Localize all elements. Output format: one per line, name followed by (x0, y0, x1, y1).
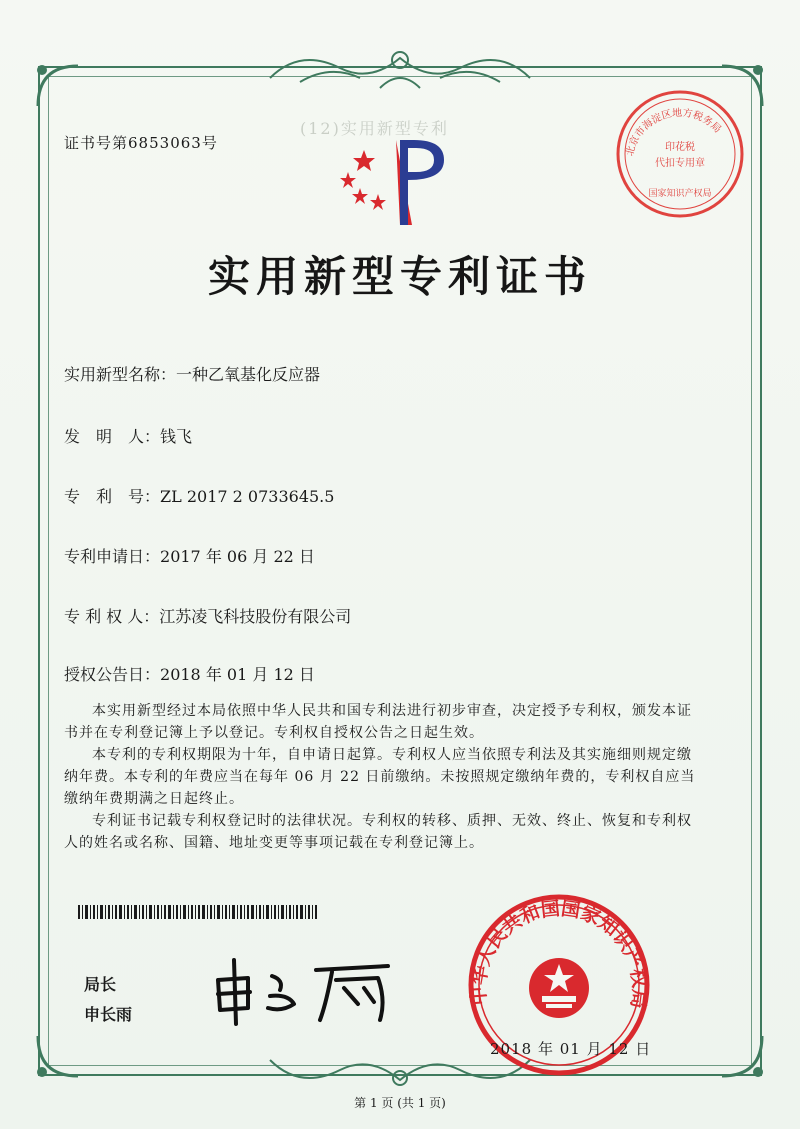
field-inventor (64, 424, 192, 447)
certificate-number (64, 132, 218, 153)
field-patentee (64, 604, 351, 627)
certificate-number-value: 6853063 (128, 134, 202, 152)
tax-seal-line2: 代扣专用章 (655, 158, 705, 169)
field-value: 钱飞 (160, 427, 193, 446)
field-value: ZL 2017 2 0733645.5 (160, 487, 335, 506)
tax-seal-icon (610, 84, 750, 224)
page-number: 第 1 页 (共 1 页) (354, 1096, 446, 1110)
top-ornament-icon (260, 38, 540, 98)
certificate-body (64, 700, 704, 854)
field-grant-date (64, 662, 315, 685)
corner-ornament-icon (28, 56, 88, 116)
field-label: 实用新型名称： (64, 365, 177, 384)
field-label: 专 利 权 人： (64, 607, 160, 626)
field-value: 江苏凌飞科技股份有限公司 (159, 607, 352, 626)
field-patent-number (64, 484, 334, 507)
field-value: 2017 年 06 月 22 日 (160, 547, 315, 566)
tax-seal-ring-text: 北京市海淀区地方税务局 (624, 107, 723, 158)
corner-ornament-icon (712, 1026, 772, 1086)
tax-seal-line1: 印花税 (665, 142, 695, 153)
field-application-date (64, 544, 315, 567)
certificate-title: 实用新型专利证书 (207, 252, 592, 301)
field-label: 发 明 人： (64, 427, 161, 446)
field-value: 2018 年 01 月 12 日 (160, 665, 315, 684)
certificate-number-label: 证书号第 (64, 134, 129, 152)
certificate-number-suffix: 号 (201, 134, 218, 152)
patent-office-logo-icon (334, 130, 464, 230)
director-title: 局长 (84, 975, 117, 994)
director-signature-icon (208, 950, 398, 1030)
seal-date: 2018 年 01 月 12 日 (490, 1040, 652, 1058)
field-label: 专利申请日： (64, 547, 161, 566)
barcode-icon (78, 905, 318, 919)
faint-header: (12)实用新型专利 (300, 119, 449, 138)
seal-ring-text: 中华人民共和国国家知识产权局 (467, 897, 651, 1010)
corner-ornament-icon (28, 1026, 88, 1086)
field-label: 授权公告日： (64, 665, 161, 684)
director-name: 申长雨 (84, 1005, 133, 1024)
tax-seal-line3: 国家知识产权局 (648, 189, 712, 199)
field-label: 专 利 号： (64, 487, 161, 506)
field-value: 一种乙氧基化反应器 (176, 365, 321, 384)
body-paragraph: 本实用新型经过本局依照中华人民共和国专利法进行初步审查，决定授予专利权，颁发本证书并在专利登记簿上予以登记。专利权自授权公告之日起生效。 (64, 703, 692, 741)
field-utility-model-name (64, 362, 320, 385)
body-paragraph: 专利证书记载专利权登记时的法律状况。专利权的转移、质押、无效、终止、恢复和专利权人的姓名或名称、国籍、地址变更等事项记载在专利登记簿上。 (64, 813, 692, 851)
body-paragraph: 本专利的专利权期限为十年，自申请日起算。专利权人应当依照专利法及其实施细则规定缴纳年费。本专利的年费应当在每年 06 月 22 日前缴纳。未按照规定缴纳年费的，专利权自应当缴纳年费期满之日起终止。 (64, 747, 696, 807)
